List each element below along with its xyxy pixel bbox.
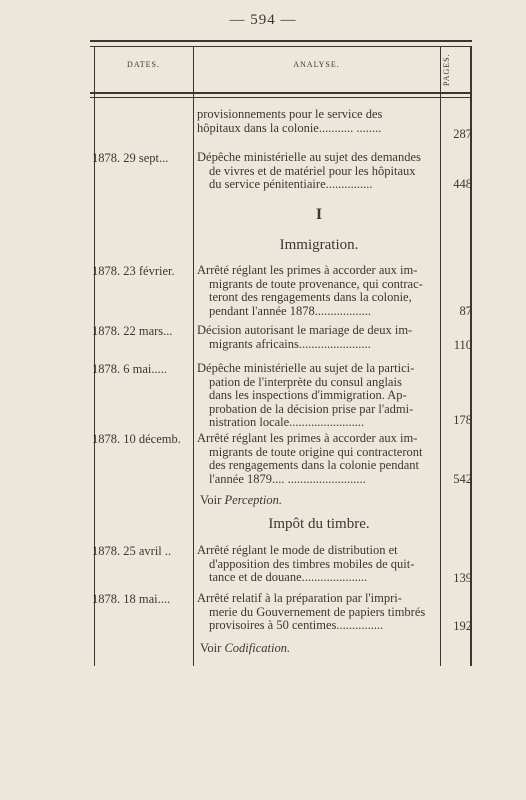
entry-date: 1878. 25 avril .. — [92, 544, 172, 558]
section-heading: Impôt du timbre. — [268, 516, 370, 532]
page-ref: 178 — [453, 413, 472, 427]
column-divider — [193, 46, 194, 666]
entry-date: 1878. 29 sept... — [92, 151, 169, 165]
page-ref: 192 — [453, 619, 472, 633]
page-ref: 110 — [453, 338, 472, 352]
entry-text: Arrêté réglant les primes à accorder aux im- migrants de toute origine qui contracteront des rengagements dans la colonie pendant l'année 1879.... ......................... — [197, 431, 423, 486]
page-ref: 448 — [453, 177, 472, 191]
page-ref: 287 — [453, 127, 472, 141]
header-dates: DATES. — [127, 60, 160, 69]
entry-date: 1878. 6 mai..... — [92, 362, 167, 376]
see-also-codification: Voir Codification. — [200, 641, 291, 655]
entry-text: provisionnements pour le service des hôpitaux dans la colonie........... ........ — [197, 107, 383, 135]
header-analyse: ANALYSE. — [293, 60, 340, 69]
entry-date: 1878. 22 mars... — [92, 324, 173, 338]
page-number: — 594 — — [229, 12, 297, 28]
top-rule — [90, 40, 472, 47]
see-also-perception: Voir Perception. — [200, 493, 282, 507]
entry-date: 1878. 23 février. — [92, 264, 175, 278]
entry-date: 1878. 18 mai.... — [92, 592, 171, 606]
column-divider — [94, 46, 95, 666]
page-ref: 542 — [453, 472, 472, 486]
entry-text: Arrêté réglant les primes à accorder aux im- migrants de toute provenance, qui contrac- teront des rengagements dans la colonie, pendant l'année 1878.................. — [197, 263, 423, 318]
entry-text: Dépêche ministérielle au sujet des demandes de vivres et de matériel pour les hôpitaux du service pénitentiaire............... — [197, 150, 421, 191]
entry-text: Décision autorisant le mariage de deux im- migrants africains....................... — [197, 323, 413, 351]
entry-text: Arrêté relatif à la préparation par l'impri- merie du Gouvernement de papiers timbrés provisoires à 50 centimes............... — [197, 591, 426, 632]
entry-text: Arrêté réglant le mode de distribution et d'apposition des timbres mobiles de quit- tance et de douane..................... — [197, 543, 415, 584]
entry-date: 1878. 10 décemb. — [92, 432, 181, 446]
header-pages: PAGES. — [442, 53, 451, 86]
section-heading: Immigration. — [279, 237, 359, 253]
page-ref: 87 — [459, 304, 472, 318]
entry-text: Dépêche ministérielle au sujet de la partici- pation de l'interprète du consul anglais dans les inspections d'immigration. Ap- probation de la décision prise par l'admi- nistration locale........................ — [197, 361, 415, 429]
section-letter: I — [315, 206, 323, 223]
page-ref: 139 — [453, 571, 472, 585]
header-rule — [90, 92, 472, 98]
